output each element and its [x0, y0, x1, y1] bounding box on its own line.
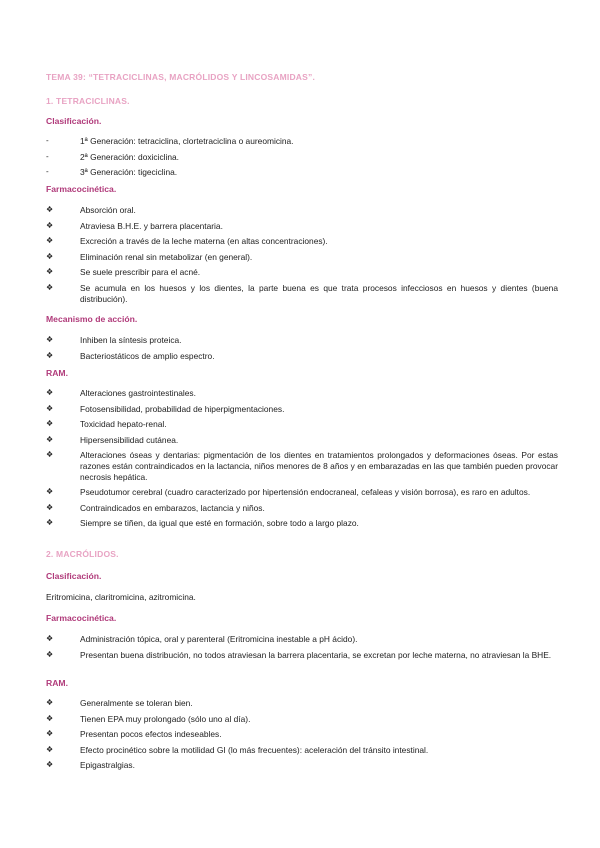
- list-item: ❖ Hipersensibilidad cutánea.: [46, 434, 179, 445]
- list-farmacocinetica: [46, 205, 558, 304]
- list-item: ❖ Generalmente se toleran bien.: [46, 698, 193, 708]
- list-item: ❖ Inhiben la síntesis proteica.: [46, 335, 182, 345]
- subheading-ram-2: RAM.: [46, 678, 68, 688]
- list-ram: [46, 388, 558, 529]
- list-item: ❖ Presentan pocos efectos indeseables.: [46, 729, 222, 740]
- list-item: ❖ Siempre se tiñen, da igual que esté en formación, sobre todo a largo plazo.: [46, 518, 359, 529]
- list-item: - 3ª Generación: tigeciclina.: [46, 167, 178, 178]
- section-heading-tetraciclinas: 1. TETRACICLINAS.: [46, 96, 130, 106]
- subheading-farmacocinetica: Farmacocinética.: [46, 184, 117, 194]
- list-item: ❖ Se acumula en los huesos y los dientes, la parte buena es que trata procesos infecciosos en huesos y dientes (buena distribución).: [46, 282, 558, 304]
- list-mecanismo: [46, 335, 558, 361]
- clasificacion-text: Eritromicina, claritromicina, azitromicina.: [46, 592, 196, 602]
- list-item: ❖ Tienen EPA muy prolongado (sólo uno al día).: [46, 713, 251, 724]
- list-item: ❖ Efecto procinético sobre la motilidad GI (lo más frecuentes): aceleración del tránsito intestinal.: [46, 744, 429, 755]
- list-item: ❖ Se suele prescribir para el acné.: [46, 267, 201, 278]
- list-clasificacion: [46, 136, 558, 178]
- list-item: - 2ª Generación: doxiciclina.: [46, 151, 179, 162]
- list-ram-2: [46, 698, 558, 771]
- list-item: ❖ Atraviesa B.H.E. y barrera placentaria.: [46, 220, 223, 231]
- document-title: TEMA 39: “TETRACICLINAS, MACRÓLIDOS Y LINCOSAMIDAS”.: [46, 72, 316, 82]
- list-item: ❖ Alteraciones gastrointestinales.: [46, 388, 196, 398]
- list-item: ❖ Pseudotumor cerebral (cuadro caracterizado por hipertensión endocraneal, cefaleas y visión borrosa), es raro en adultos.: [46, 487, 531, 498]
- list-item: ❖ Presentan buena distribución, no todos atraviesan la barrera placentaria, se excretan por leche materna, no atraviesan la BHE.: [46, 649, 552, 660]
- list-item: - 1ª Generación: tetraciclina, clortetraciclina o aureomicina.: [46, 136, 294, 146]
- section-heading-macrolidos: 2. MACRÓLIDOS.: [46, 549, 119, 559]
- list-item: ❖ Bacteriostáticos de amplio espectro.: [46, 350, 215, 361]
- subheading-farmacocinetica-2: Farmacocinética.: [46, 613, 117, 623]
- subheading-mecanismo: Mecanismo de acción.: [46, 314, 138, 324]
- list-item: ❖ Excreción a través de la leche materna (en altas concentraciones).: [46, 236, 328, 247]
- list-item: ❖ Fotosensibilidad, probabilidad de hiperpigmentaciones.: [46, 403, 285, 414]
- subheading-clasificacion: Clasificación.: [46, 116, 102, 126]
- list-item: ❖ Epigastralgias.: [46, 760, 135, 771]
- subheading-clasificacion-2: Clasificación.: [46, 571, 102, 581]
- subheading-ram: RAM.: [46, 368, 68, 378]
- list-farmacocinetica-2: [46, 634, 558, 660]
- list-item: ❖ Administración tópica, oral y parenteral (Eritromicina inestable a pH ácido).: [46, 634, 358, 644]
- list-item: ❖ Contraindicados en embarazos, lactancia y niños.: [46, 502, 265, 513]
- list-item: ❖ Eliminación renal sin metabolizar (en general).: [46, 251, 253, 262]
- list-item: ❖ Toxicidad hepato-renal.: [46, 419, 167, 430]
- list-item: ❖ Absorción oral.: [46, 205, 136, 215]
- list-item: ❖ Alteraciones óseas y dentarias: pigmentación de los dientes en tratamientos prolongados y deformaciones óseas. Por estas razones están contraindicados en la lactancia, niños menores de 8 años y en embarazadas en las que también pueden provocar necrosis hepática.: [46, 450, 558, 482]
